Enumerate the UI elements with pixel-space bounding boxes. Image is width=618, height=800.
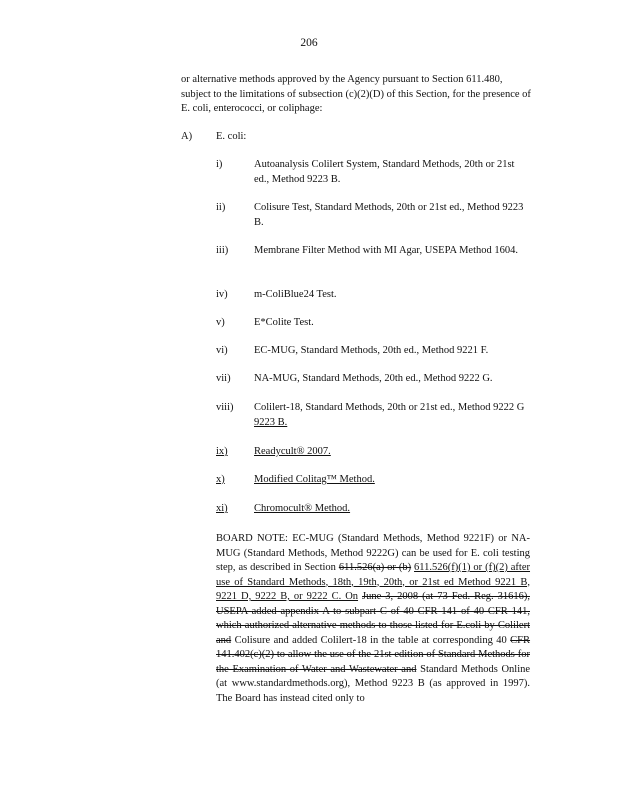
list-item-text bbox=[254, 372, 526, 387]
list-item-body: Chromocult® Method. bbox=[254, 503, 351, 514]
list-item-label: vii) bbox=[216, 373, 231, 384]
list-item-body: Autoanalysis Colilert System, Standard Methods, 20th or 21st ed., Method 9223 B. bbox=[254, 159, 515, 185]
list-item-body: NA-MUG, Standard Methods, 20th ed., Method 9222 G. bbox=[254, 373, 493, 384]
list-item-text bbox=[254, 288, 526, 303]
list-item-label: iii) bbox=[216, 245, 229, 256]
list-item-text bbox=[254, 316, 526, 331]
list-item-label: iv) bbox=[216, 289, 228, 300]
section-label: A) bbox=[181, 131, 193, 142]
section-title: E. coli: bbox=[216, 131, 247, 142]
list-item-label: xi) bbox=[216, 503, 228, 514]
board-note-part-e: Colisure and added Colilert-18 in the table at corresponding 40 bbox=[234, 634, 507, 646]
list-item-body: m-ColiBlue24 Test. bbox=[254, 289, 337, 300]
board-note-struck-3: CFR 141.402(c)(2) to allow the use of the 21st edition of Standard Methods for the Examination of Water and Wastewater and bbox=[216, 634, 531, 675]
board-note bbox=[216, 532, 530, 706]
list-item-label: x) bbox=[216, 474, 225, 485]
board-note-struck-2: June 3, 2008 (at 73 Fed. Reg. 31616), USEPA added appendix A to subpart C of 40 CFR 141 of 40 CFR 141, which authorized alternative methods to those listed for E.coli by Colilert and bbox=[216, 591, 530, 646]
board-note-added-1: 611.526(f)(1) or (f)(2) after use of Standard Methods, 18th, 19th, 20th, or 21st ed Method 9221 B, 9221 D, 9222 B, or 9222 C. On bbox=[216, 562, 531, 602]
list-item-text bbox=[254, 401, 526, 430]
list-item-body: Readycult® 2007. bbox=[254, 446, 331, 457]
list-item-label: ix) bbox=[216, 446, 228, 457]
list-item-label: ii) bbox=[216, 202, 226, 213]
list-item-body: Colisure Test, Standard Methods, 20th or 21st ed., Method 9223 B. bbox=[254, 202, 524, 228]
list-item-body: Modified Colitag™ Method. bbox=[254, 474, 375, 485]
board-note-part-a: BOARD NOTE: EC-MUG (Standard Methods, Method 9221F) or NA-MUG (Standard Methods, Method 9222G) can be used for E. coli testing step, as described in Section bbox=[216, 533, 530, 573]
list-item-added-text: 9223 B. bbox=[254, 416, 288, 428]
intro-paragraph: or alternative methods approved by the Agency pursuant to Section 611.480, subject to the limitations of subsection (c)(2)(D) of this Section, for the presence of E. coli, enterococci, or coliphage: bbox=[181, 74, 531, 114]
list-item-body: Colilert-18, Standard Methods, 20th or 21st ed., Method 9222 G bbox=[254, 402, 525, 413]
list-item-label: viii) bbox=[216, 402, 234, 413]
list-item-text bbox=[254, 502, 526, 517]
board-note-part-g: Standard Methods Online (at www.standardmethods.org), Method 9223 B (as approved in 1997). The Board has instead cited only to bbox=[216, 663, 531, 704]
list-item-text bbox=[254, 244, 526, 259]
list-item-label: vi) bbox=[216, 345, 228, 356]
list-item-text bbox=[254, 201, 526, 230]
board-note-struck-1: 611.526(a) or (b) bbox=[338, 562, 412, 573]
list-item-text bbox=[254, 158, 526, 187]
list-item-body: Membrane Filter Method with MI Agar, USEPA Method 1604. bbox=[254, 245, 519, 256]
list-item-body: EC-MUG, Standard Methods, 20th ed., Method 9221 F. bbox=[254, 345, 489, 356]
list-item-text bbox=[254, 344, 526, 359]
list-item-label: v) bbox=[216, 317, 225, 328]
page-number: 206 bbox=[300, 37, 318, 49]
list-item-label: i) bbox=[216, 159, 223, 170]
list-item-body: E*Colite Test. bbox=[254, 317, 314, 328]
list-item-text bbox=[254, 473, 526, 488]
list-item-text bbox=[254, 445, 526, 460]
